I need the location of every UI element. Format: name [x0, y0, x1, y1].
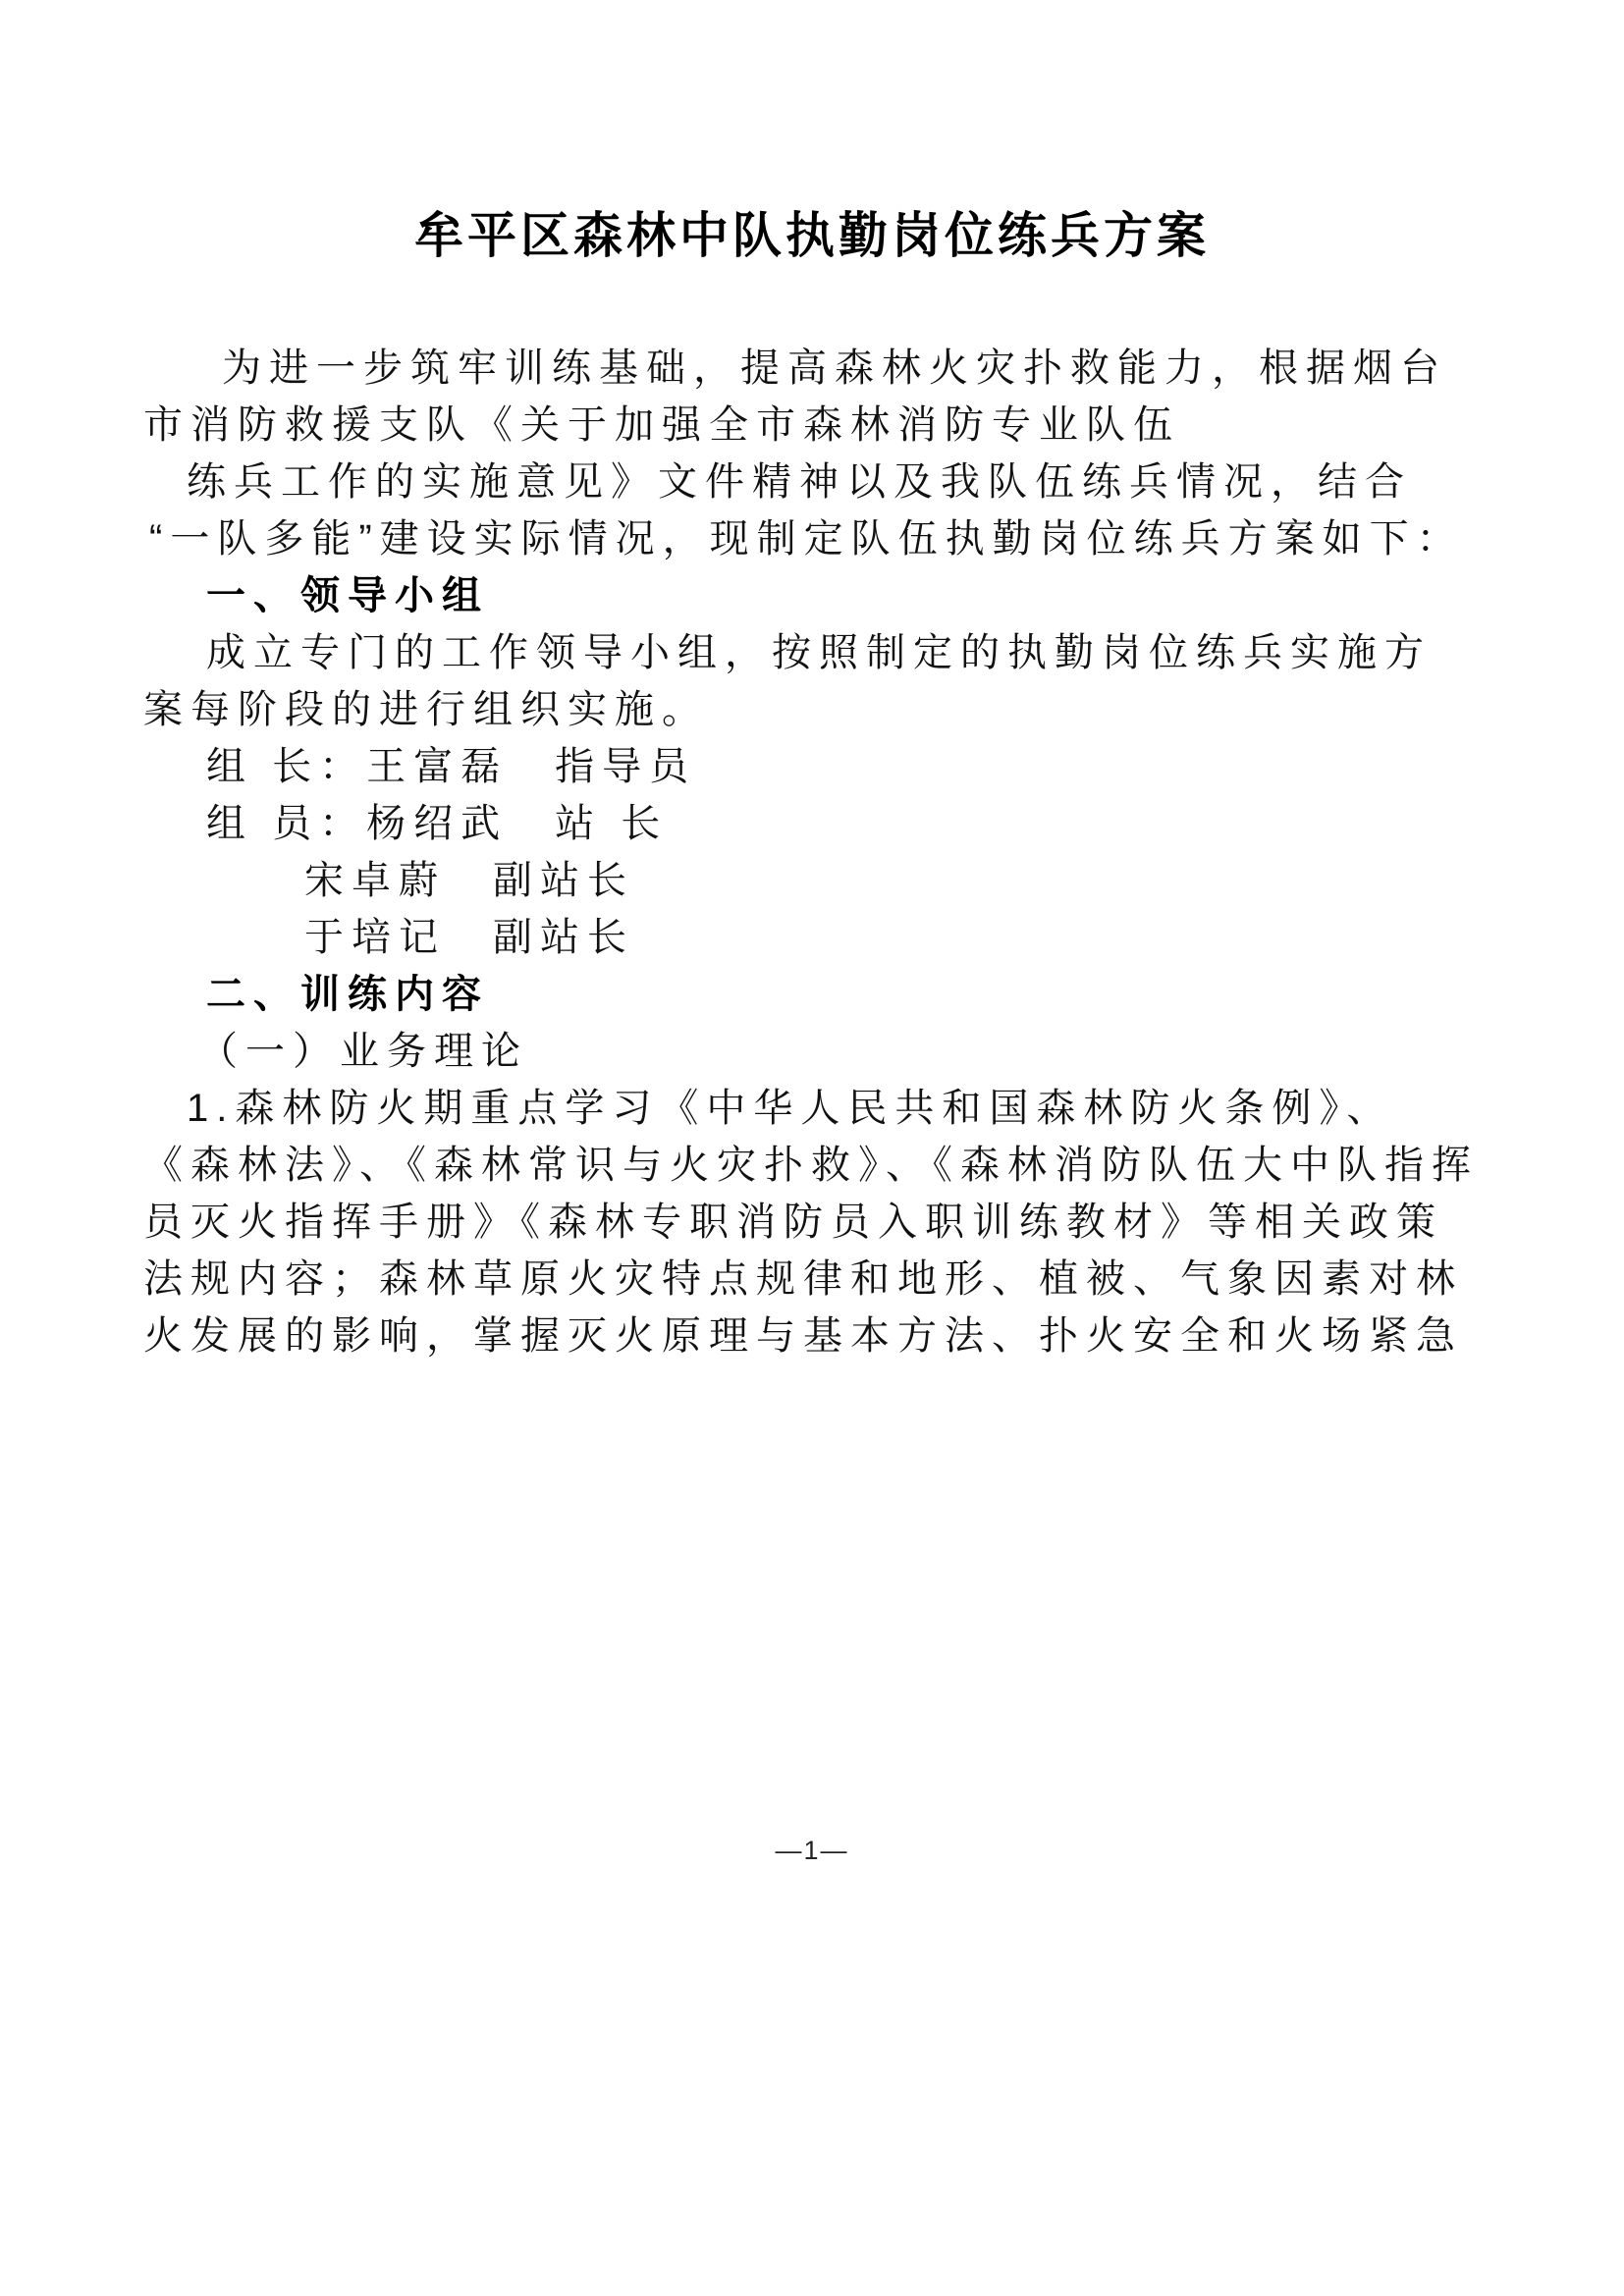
group-member-line: 组 员：杨绍武 站 长 [206, 802, 669, 845]
paragraph-theory-line: 法规内容；森林草原火灾特点规律和地形、植被、气象因素对林 [143, 1257, 1463, 1301]
document-title: 牟平区森林中队执勤岗位练兵方案 [414, 208, 1210, 263]
paragraph-leadership-line: 成立专门的工作领导小组，按照制定的执勤岗位练兵实施方 [206, 631, 1432, 674]
paragraph-intro-line: 练兵工作的实施意见》文件精神以及我队伍练兵情况，结合 [187, 460, 1412, 504]
heading-training-content: 二、训练内容 [206, 973, 489, 1016]
paragraph-intro-line: 为进一步筑牢训练基础，提高森林火灾扑救能力，根据烟台 [222, 347, 1447, 390]
group-member-line: 宋卓蔚 副站长 [304, 859, 634, 902]
page-number: —1— [775, 1836, 849, 1865]
paragraph-intro-line: 市消防救援支队《关于加强全市森林消防专业队伍 [143, 403, 1180, 447]
paragraph-leadership-line: 案每阶段的进行组织实施。 [143, 688, 709, 731]
paragraph-theory-line: 1.森林防火期重点学习《中华人民共和国森林防火条例》、 [187, 1087, 1394, 1130]
paragraph-theory-line: 《森林法》、《森林常识与火灾扑救》、《森林消防队伍大中队指挥 [143, 1144, 1479, 1187]
group-leader-line: 组 长：王富磊 指导员 [206, 745, 697, 788]
document-body [0, 267, 1624, 1364]
paragraph-intro-line: “一队多能”建设实际情况，现制定队伍执勤岗位练兵方案如下： [149, 517, 1464, 561]
subheading-business-theory: （一）业务理论 [198, 1030, 528, 1073]
paragraph-theory-line: 员灭火指挥手册》《森林专职消防员入职训练教材》等相关政策 [143, 1201, 1443, 1244]
paragraph-theory-line: 火发展的影响，掌握灭火原理与基本方法、扑火安全和火场紧急 [143, 1314, 1463, 1358]
group-member-line: 于培记 副站长 [304, 916, 634, 959]
heading-leadership-group: 一、领导小组 [206, 574, 489, 617]
